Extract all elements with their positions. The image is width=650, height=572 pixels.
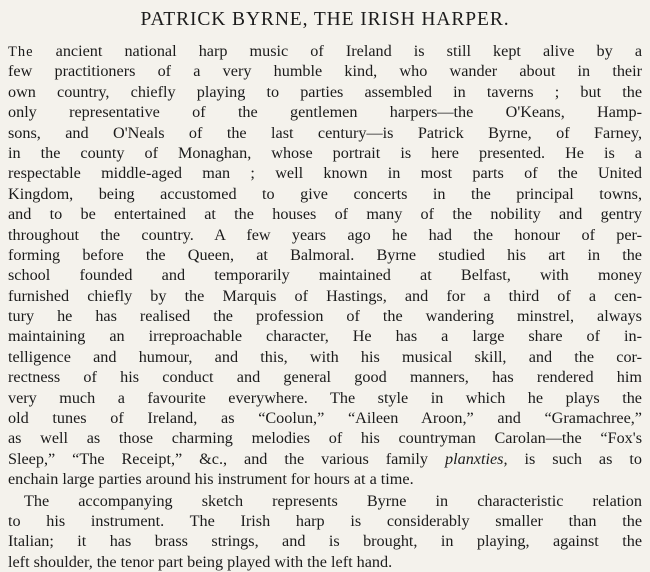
text-line: forming before the Queen, at Balmoral. Byrne studied his art in the: [8, 245, 642, 264]
lead-word: The: [8, 44, 34, 60]
line-text: Sleep,” “The Receipt,” &c., and the various family: [8, 449, 429, 468]
text-line: tury he has realised the profession of the wandering minstrel, always: [8, 307, 642, 326]
text-line: very much a favourite everywhere. The style in which he plays the: [8, 388, 642, 407]
text-line: and to be entertained at the houses of many of the nobility and gentry: [8, 205, 642, 224]
text-line: in the county of Monaghan, whose portrait is here presented. He is a: [8, 143, 642, 162]
text-line: telligence and humour, and this, with his musical skill, and the cor-: [8, 347, 642, 366]
text-line: respectable middle-aged man ; well known in most parts of the United: [8, 164, 642, 183]
text-line: maintaining an irreproachable character, He has a large share of in-: [8, 327, 642, 346]
text-line: as well as those charming melodies of his countryman Carolan—the “Fox's: [8, 429, 642, 448]
text-line: sons, and O'Neals of the last century—is Patrick Byrne, of Farney,: [8, 123, 642, 142]
italic-word: planxties,: [445, 449, 508, 468]
text-line: furnished chiefly by the Marquis of Hastings, and for a third of a cen-: [8, 286, 642, 305]
text-line: left shoulder, the tenor part being played with the left hand.: [8, 552, 393, 571]
text-line: rectness of his conduct and general good manners, has rendered him: [8, 368, 642, 387]
article-title: PATRICK BYRNE, THE IRISH HARPER.: [140, 9, 510, 30]
text-line: school founded and temporarily maintained at Belfast, with money: [8, 266, 642, 285]
paragraph-1: [8, 41, 642, 490]
text-line: old tunes of Ireland, as “Coolun,” “Aileen Aroon,” and “Gramachree,”: [8, 409, 642, 428]
paragraph-2: [8, 491, 642, 572]
line-text: is such as to: [507, 449, 642, 468]
text-line: own country, chiefly playing to parties assembled in taverns ; but the: [8, 82, 642, 101]
text-line: enchain large parties around his instrument for hours at a time.: [8, 470, 414, 489]
text-line: to his instrument. The Irish harp is considerably smaller than the: [8, 511, 642, 530]
text-line: The accompanying sketch represents Byrne in characteristic relation: [24, 491, 642, 510]
text-line: [8, 449, 642, 469]
line-text: ancient national harp music of Ireland is still kept alive by a: [55, 42, 642, 60]
text-line: few practitioners of a very humble kind, who wander about in their: [8, 62, 642, 81]
text-line: Italian; it has brass strings, and is brought, in playing, against the: [8, 532, 642, 551]
text-line: only representative of the gentlemen harpers—the O'Keans, Hamp-: [8, 103, 642, 122]
text-line: Kingdom, being accustomed to give concerts in the principal towns,: [8, 184, 642, 203]
text-line: throughout the country. A few years ago he had the honour of per-: [8, 225, 642, 244]
text-line: [8, 41, 642, 61]
